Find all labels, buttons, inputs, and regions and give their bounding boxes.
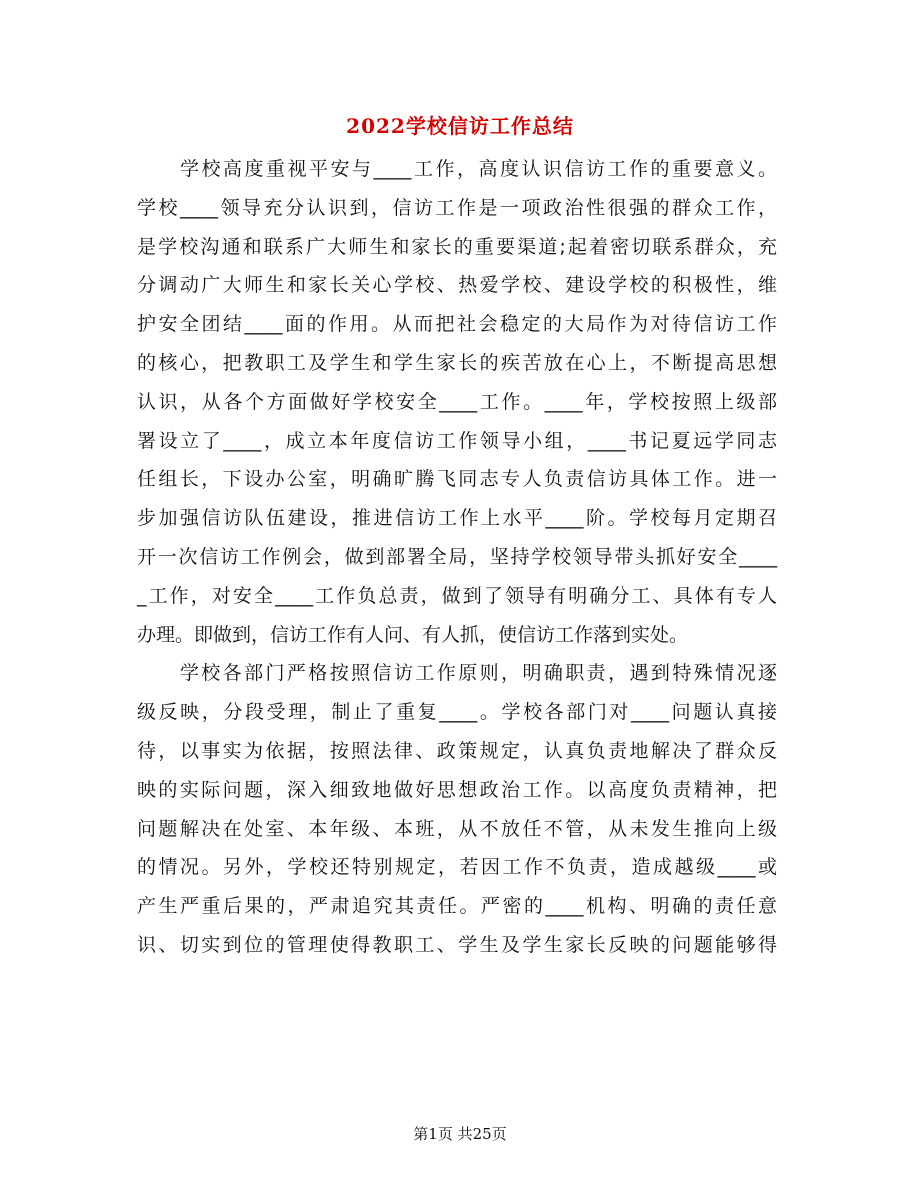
body-line: 认识，从各个方面做好学校安全____工作。____年，学校按照上级部 bbox=[137, 390, 777, 413]
body-line: 署设立了____，成立本年度信访工作领导小组，____书记夏远学同志 bbox=[137, 429, 777, 452]
body-line: 映的实际问题，深入细致地做好思想政治工作。以高度负责精神，把 bbox=[137, 778, 777, 801]
body-line: 分调动广大师生和家长关心学校、热爱学校、建设学校的积极性，维 bbox=[137, 274, 777, 297]
body-line: 任组长，下设办公室，明确旷腾飞同志专人负责信访具体工作。进一 bbox=[137, 468, 777, 491]
body-line: 级反映，分段受理，制止了重复____。学校各部门对____问题认真接 bbox=[137, 701, 777, 724]
body-line: 待，以事实为依据，按照法律、政策规定，认真负责地解决了群众反 bbox=[137, 739, 777, 762]
body-line: 学校____领导充分认识到，信访工作是一项政治性很强的群众工作， bbox=[137, 196, 777, 219]
body-line: 办理。即做到，信访工作有人问、有人抓，使信访工作落到实处。 bbox=[137, 623, 689, 646]
body-line: 学校高度重视平安与____工作，高度认识信访工作的重要意义。 bbox=[137, 158, 777, 180]
body-line: 是学校沟通和联系广大师生和家长的重要渠道;起着密切联系群众，充 bbox=[137, 235, 777, 258]
body-line: 开一次信访工作例会，做到部署全局，坚持学校领导带头抓好安全____ bbox=[137, 545, 777, 568]
body-line: 学校各部门严格按照信访工作原则，明确职责，遇到特殊情况逐 bbox=[137, 662, 777, 685]
page-indicator: 第1页 共25页 bbox=[413, 1125, 507, 1143]
body-line: 步加强信访队伍建设，推进信访工作上水平____阶。学校每月定期召 bbox=[137, 507, 777, 530]
body-line: 识、切实到位的管理使得教职工、学生及学生家长反映的问题能够得 bbox=[137, 933, 777, 956]
body-line: 的核心，把教职工及学生和学生家长的疾苦放在心上，不断提高思想 bbox=[137, 351, 777, 374]
body-line: 的情况。另外，学校还特别规定，若因工作不负责，造成越级____或 bbox=[137, 856, 777, 879]
document-body bbox=[137, 150, 777, 965]
body-line: 问题解决在处室、本年级、本班，从不放任不管，从未发生推向上级 bbox=[137, 817, 777, 840]
body-line: 护安全团结____面的作用。从而把社会稳定的大局作为对待信访工作 bbox=[137, 313, 777, 336]
body-line: _工作，对安全____工作负总责，做到了领导有明确分工、具体有专人 bbox=[137, 584, 777, 607]
document-title: 2022学校信访工作总结 bbox=[346, 114, 574, 138]
body-line: 产生严重后果的，严肃追究其责任。严密的____机构、明确的责任意 bbox=[137, 895, 777, 918]
